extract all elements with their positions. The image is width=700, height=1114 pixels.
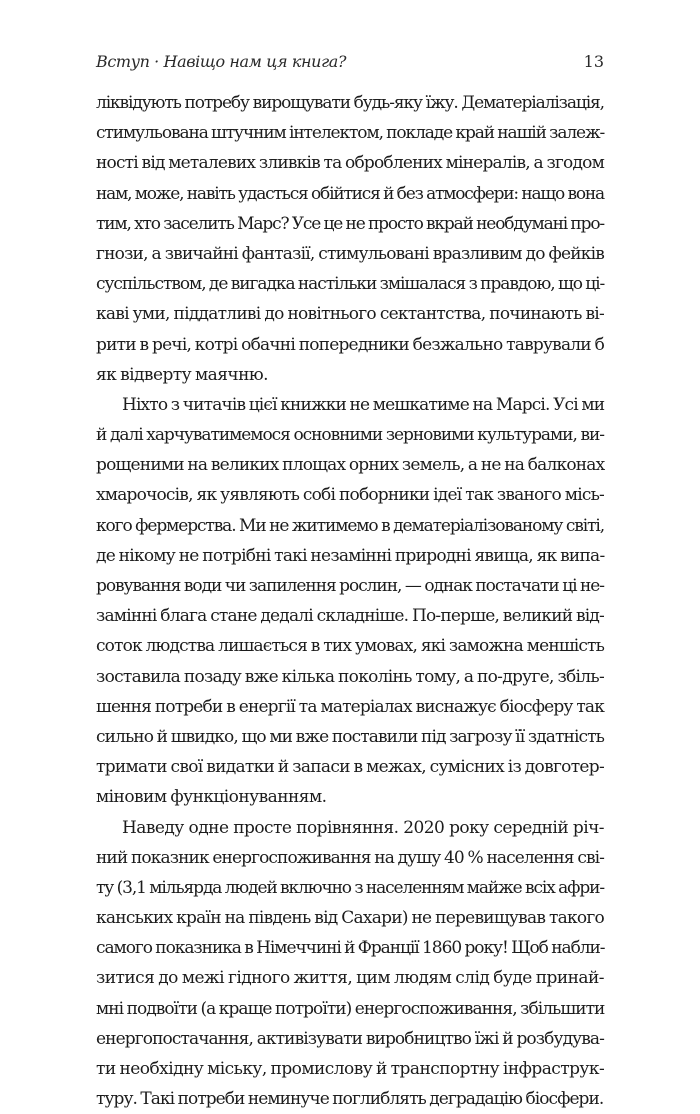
text-line: самого показника в Німеччині й Франції 1860 року! Щоб набли- [96,933,604,963]
body-text [96,88,604,1114]
text-line: ровування води чи запилення рослин, — однак постачати ці не- [96,571,604,601]
text-line: ний показник енергоспоживання на душу 40 % населення сві- [96,843,604,873]
paragraph-3 [96,813,604,1114]
text-line: Ніхто з читачів цієї книжки не мешкатиме на Марсі. Усі ми [96,390,604,420]
text-line: суспільством, де вигадка настільки змішалася з правдою, що ці- [96,269,604,299]
text-line: зитися до межі гідного життя, цим людям слід буде принай- [96,963,604,993]
text-line: й далі харчуватимемося основними зерновими культурами, ви- [96,420,604,450]
text-line: кого фермерства. Ми не житимемо в дематеріалізованому світі, [96,511,604,541]
text-line: соток людства лишається в тих умовах, які заможна меншість [96,631,604,661]
paragraph-1 [96,88,604,390]
text-line: шення потреби в енергії та матеріалах виснажує біосферу так [96,692,604,722]
text-line: як відверту маячню. [96,360,604,390]
paragraph-2 [96,390,604,813]
text-line: мні подвоїти (а краще потроїти) енергоспоживання, збільшити [96,994,604,1024]
text-line: де нікому не потрібні такі незамінні природні явища, як випа- [96,541,604,571]
text-line: ту (3,1 мільярда людей включно з населенням майже всіх афри- [96,873,604,903]
text-line: тримати свої видатки й запаси в межах, сумісних із довготер- [96,752,604,782]
text-line: рощеними на великих площах орних земель, а не на балконах [96,450,604,480]
chapter-title: Вступ · Навіщо нам ця книга? [96,51,346,73]
text-line: сильно й швидко, що ми вже поставили під загрозу її здатність [96,722,604,752]
text-line: туру. Такі потреби неминуче поглиблять деградацію біосфери. [96,1084,604,1114]
text-line: енергопостачання, активізувати виробництво їжі й розбудува- [96,1024,604,1054]
text-line: зоставила позаду вже кілька поколінь тому, а по-друге, збіль- [96,662,604,692]
text-line: каві уми, піддатливі до новітнього сектантства, починають ві- [96,299,604,329]
text-line: ності від металевих зливків та оброблених мінералів, а згодом [96,148,604,178]
page-number: 13 [584,51,604,73]
text-line: замінні блага стане дедалі складніше. По-перше, великий від- [96,601,604,631]
text-line: хмарочосів, як уявляють собі поборники ідеї так званого місь- [96,480,604,510]
text-line: Наведу одне просте порівняння. 2020 року середній річ- [96,813,604,843]
text-line: міновим функціонуванням. [96,782,604,812]
text-line: ліквідують потребу вирощувати будь-яку їжу. Дематеріалізація, [96,88,604,118]
text-line: рити в речі, котрі обачні попередники безжально таврували б [96,330,604,360]
text-line: ти необхідну міську, промислову й транспортну інфраструк- [96,1054,604,1084]
text-line: гнози, а звичайні фантазії, стимульовані вразливим до фейків [96,239,604,269]
text-line: нам, може, навіть удасться обійтися й без атмосфери: нащо вона [96,179,604,209]
text-line: стимульована штучним інтелектом, покладе край нашій залеж- [96,118,604,148]
running-head [96,51,604,77]
text-line: тим, хто заселить Марс? Усе це не просто вкрай необдумані про- [96,209,604,239]
text-line: канських країн на південь від Сахари) не перевищував такого [96,903,604,933]
